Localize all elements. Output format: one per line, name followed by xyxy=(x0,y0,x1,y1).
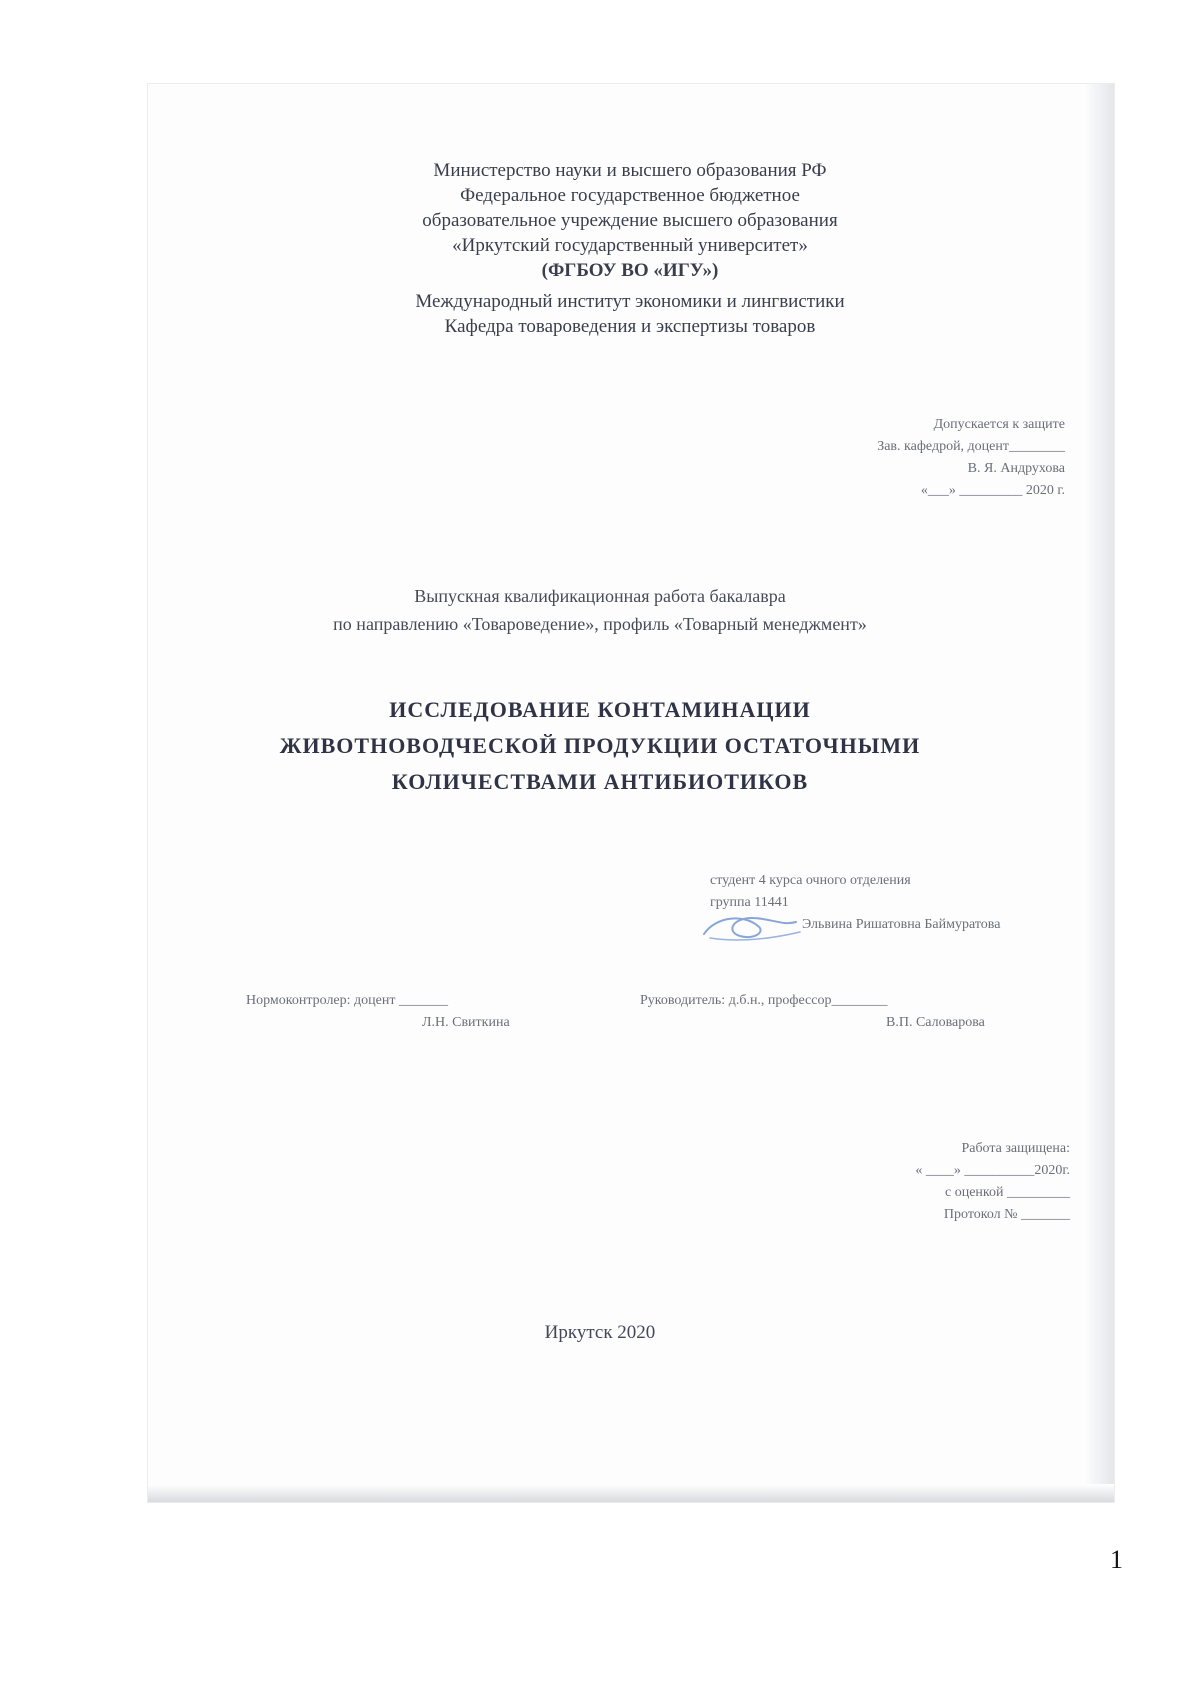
institution-header xyxy=(300,158,960,339)
work-type: Выпускная квалификационная работа бакалавра xyxy=(414,586,786,606)
student-group: группа 11441 xyxy=(710,895,789,910)
title-line-1: ИССЛЕДОВАНИЕ КОНТАМИНАЦИИ xyxy=(389,697,811,722)
scan-edge-shadow xyxy=(1082,84,1114,1502)
admission-label: Допускается к защите xyxy=(933,417,1065,432)
header-federal: Федеральное государственное бюджетное xyxy=(460,185,800,206)
defense-block xyxy=(780,1138,1070,1226)
city-year-text: Иркутск 2020 xyxy=(544,1322,656,1343)
supervisor-name: В.П. Саловарова xyxy=(886,1015,985,1030)
supervisor-block xyxy=(640,990,1040,1034)
page-number: 1 xyxy=(1110,1545,1123,1574)
thesis-title xyxy=(180,692,1020,800)
student-signature xyxy=(696,896,806,946)
title-line-3: КОЛИЧЕСТВАМИ АНТИБИОТИКОВ xyxy=(391,769,809,794)
header-university: «Иркутский государственный университет» xyxy=(452,235,808,256)
admission-head-name: В. Я. Андрухова xyxy=(967,461,1065,476)
normocontrol-name: Л.Н. Свиткина xyxy=(422,1015,510,1030)
admission-head: Зав. кафедрой, доцент________ xyxy=(877,439,1065,454)
defense-protocol: Протокол № _______ xyxy=(943,1207,1070,1222)
student-course: студент 4 курса очного отделения xyxy=(710,873,911,888)
work-type-block xyxy=(200,582,1000,638)
defense-date: « ____» __________2020г. xyxy=(915,1163,1070,1178)
header-abbreviation: (ФГБОУ ВО «ИГУ») xyxy=(541,260,719,281)
admission-date: «___» _________ 2020 г. xyxy=(920,483,1065,498)
normocontrol-block xyxy=(246,990,566,1034)
header-institute: Международный институт экономики и лингвистики xyxy=(415,291,845,312)
header-department: Кафедра товароведения и экспертизы товаров xyxy=(444,316,816,337)
student-name: Эльвина Ришатовна Баймуратова xyxy=(802,917,1001,932)
header-ministry: Министерство науки и высшего образования РФ xyxy=(433,160,827,181)
admission-block xyxy=(760,414,1065,502)
supervisor-role: Руководитель: д.б.н., профессор________ xyxy=(640,993,888,1008)
normocontrol-role: Нормоконтролер: доцент _______ xyxy=(246,993,448,1008)
city-year xyxy=(500,1322,700,1344)
defense-label: Работа защищена: xyxy=(961,1141,1070,1156)
header-educational: образовательное учреждение высшего образования xyxy=(422,210,838,231)
title-line-2: ЖИВОТНОВОДЧЕСКОЙ ПРОДУКЦИИ ОСТАТОЧНЫМИ xyxy=(279,733,921,758)
work-direction: по направлению «Товароведение», профиль «Товарный менеджмент» xyxy=(333,614,867,634)
scan-edge-shadow-bottom xyxy=(148,1484,1114,1502)
defense-grade: с оценкой _________ xyxy=(945,1185,1070,1200)
